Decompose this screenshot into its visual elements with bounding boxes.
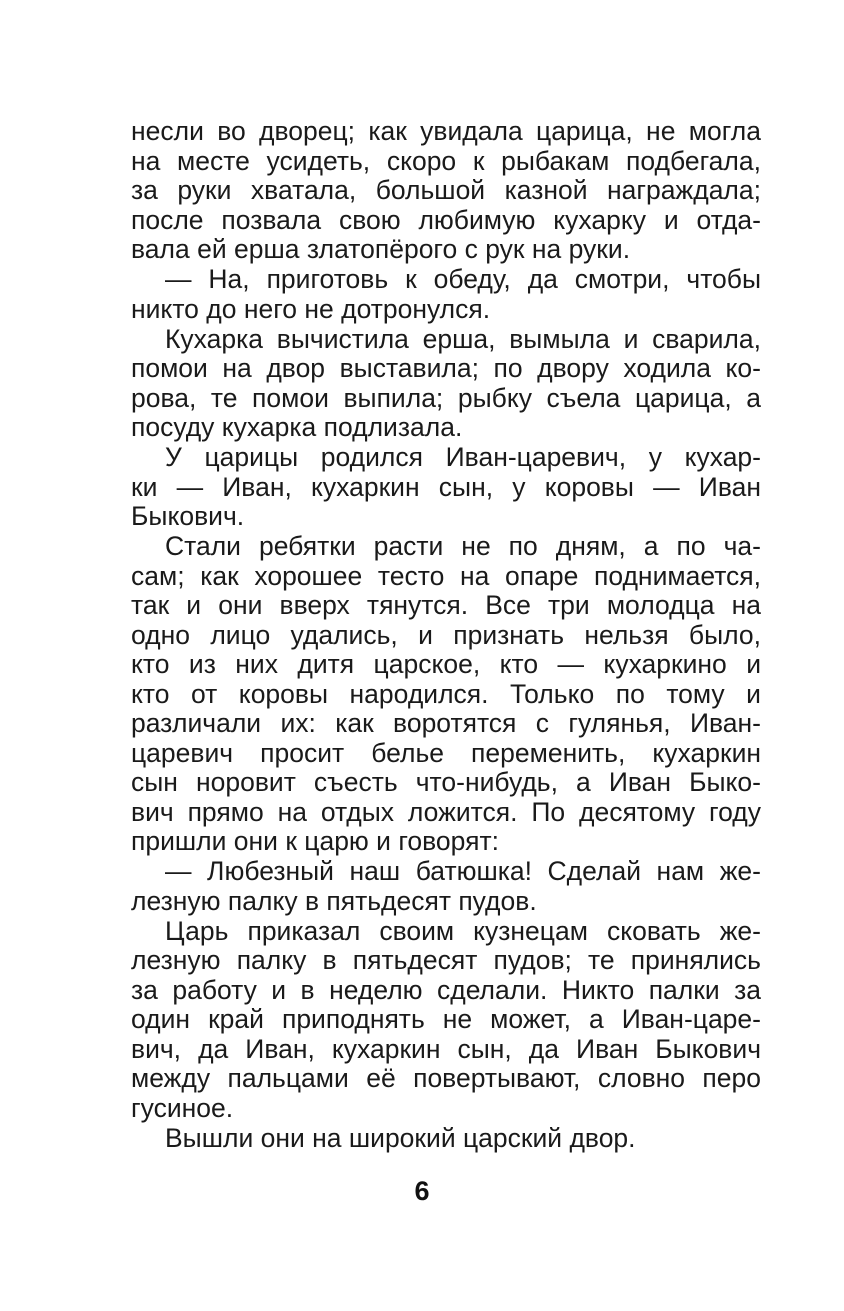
text-line: одно лицо удались, и признать нельзя было, <box>131 620 761 650</box>
text-line: на месте усидеть, скоро к рыбакам подбегала, <box>131 146 761 176</box>
text-line: кто из них дитя царское, кто — кухаркино и <box>131 650 761 679</box>
text-line: за руки хватала, большой казной награждала; <box>131 176 761 205</box>
text-line: Царь приказал своим кузнецам сковать же- <box>165 916 761 946</box>
text-line: между пальцами её повертывают, словно перо <box>131 1064 761 1093</box>
text-line: никто до него не дотронулся. <box>131 294 491 324</box>
text-line: вич прямо на отдых ложится. По десятому году <box>131 797 761 827</box>
paragraph <box>131 325 761 443</box>
text-line: гусиное. <box>131 1093 234 1123</box>
text-line: помои на двор выставила; по двору ходила ко- <box>131 354 761 383</box>
text-line: несли во дворец; как увидала царица, не могла <box>131 117 761 146</box>
text-line: царевич просит белье переменить, кухаркин <box>131 738 761 768</box>
text-line: лезную палку в пятьдесят пудов. <box>131 886 537 916</box>
paragraph <box>131 265 761 324</box>
text-line: различали их: как воротятся с гулянья, Иван- <box>131 709 761 738</box>
paragraph <box>131 117 761 265</box>
paragraph <box>131 1124 761 1154</box>
text-line: ки — Иван, кухаркин сын, у коровы — Иван <box>131 472 761 502</box>
text-line: вич, да Иван, кухаркин сын, да Иван Быкович <box>131 1034 761 1064</box>
text-line: рова, те помои выпила; рыбку съела царица, а <box>131 383 761 413</box>
text-line: — Любезный наш батюшка! Сделай нам же- <box>165 857 761 886</box>
text-line: пришли они к царю и говорят: <box>131 827 499 856</box>
text-line: У царицы родился Иван-царевич, у кухар- <box>165 443 761 472</box>
body-text <box>131 117 761 1153</box>
text-line: лезную палку в пятьдесят пудов; те принялись <box>131 946 761 975</box>
page-number: 6 <box>414 1176 430 1206</box>
text-line: за работу и в неделю сделали. Никто палки за <box>131 975 761 1005</box>
paragraph <box>131 857 761 916</box>
text-line: сын норовит съесть что-нибудь, а Иван Быко- <box>131 768 761 797</box>
text-line: после позвала свою любимую кухарку и отда- <box>131 205 761 235</box>
paragraph <box>131 917 761 1124</box>
text-line: Вышли они на широкий царский двор. <box>165 1123 636 1153</box>
text-line: один край приподнять не может, а Иван-царе- <box>131 1005 761 1034</box>
text-line: вала ей ерша златопёрого с рук на руки. <box>131 235 631 264</box>
text-line: Кухарка вычистила ерша, вымыла и сварила, <box>165 324 761 354</box>
text-line: Быкович. <box>131 502 245 531</box>
text-line: — На, приготовь к обеду, да смотри, чтобы <box>165 265 761 294</box>
text-line: сам; как хорошее тесто на опаре поднимается, <box>131 561 761 591</box>
paragraph <box>131 443 761 532</box>
text-line: Стали ребятки расти не по дням, а по ча- <box>165 532 761 561</box>
text-line: посуду кухарка подлизала. <box>131 413 463 442</box>
text-line: так и они вверх тянутся. Все три молодца на <box>131 591 761 620</box>
text-line: кто от коровы народился. Только по тому и <box>131 679 761 709</box>
paragraph <box>131 532 761 857</box>
